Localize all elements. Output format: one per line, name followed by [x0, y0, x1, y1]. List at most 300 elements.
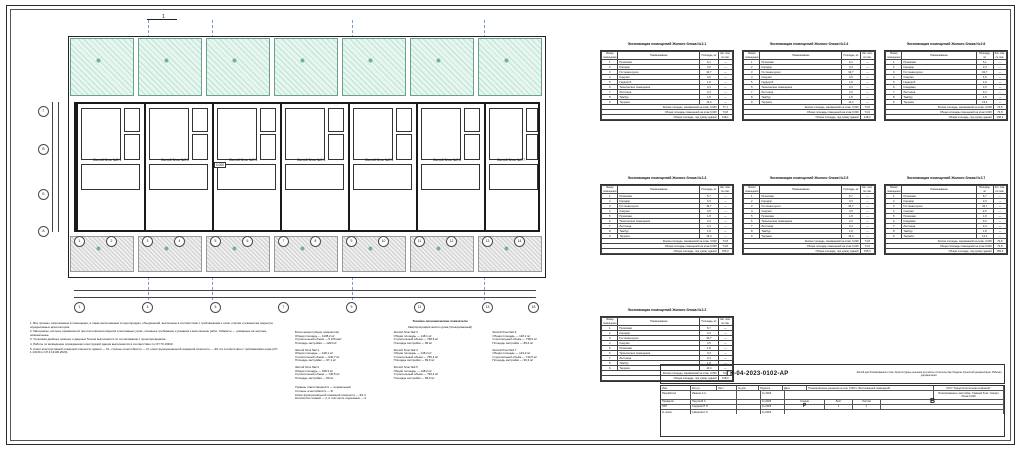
- cell-area: 3,3: [842, 85, 860, 90]
- cell-num: 4: [602, 341, 618, 346]
- cell-area: 13,4: [976, 234, 993, 239]
- tb-spacer4: [785, 410, 1004, 414]
- unit-label: Жилой блок №2.4: [296, 158, 326, 162]
- axis-bubble-h-2: 2: [106, 236, 117, 247]
- tree-icon: [162, 244, 171, 253]
- tech-row: Строительный объём — 738,6 м³: [393, 337, 439, 342]
- cell-cat: —: [718, 60, 732, 65]
- cell-cat: —: [718, 214, 732, 219]
- total-label: Общая площадь помещений на этаж 0,000: [744, 244, 861, 249]
- cell-area: 32,7: [842, 70, 860, 75]
- cell-name: Лестница: [760, 90, 842, 95]
- cell-name: Коридор: [902, 65, 976, 70]
- cell-num: 5: [744, 80, 760, 85]
- tech-subtitle: Квартирография жилого дома (блокированный): [408, 324, 472, 329]
- cell-cat: —: [718, 356, 732, 361]
- tech-group-name: Жилой блок №2.2: [295, 364, 320, 369]
- axis-bubble-h-1: 1: [74, 236, 85, 247]
- unit-label: Жилой блок №2.7: [496, 158, 526, 162]
- cell-cat: —: [860, 95, 874, 100]
- tech-row: Строительный объём — 740,5 м³: [295, 372, 340, 377]
- cell-num: 3: [886, 70, 902, 75]
- cell-num: 4: [602, 209, 618, 214]
- cell-area: 5,7: [700, 326, 718, 331]
- green-zone: [274, 38, 338, 96]
- tech-group-name: Жилой блок №2.6: [492, 330, 517, 335]
- cell-name: Тамбур: [760, 95, 842, 100]
- spec-header-cat: Кат. пом. по пож.: [718, 318, 732, 326]
- tree-icon: [162, 56, 171, 65]
- tb-spacer2: [881, 400, 1004, 404]
- spec-header-num: Номер помещения: [603, 52, 617, 59]
- room-hall: [489, 164, 538, 190]
- tb-sign: [737, 405, 761, 409]
- tech-group-name: Жилой блок №2.4: [393, 347, 418, 352]
- total-value: 74,9: [860, 110, 874, 115]
- axis-bubble-b-5: 9: [346, 302, 357, 313]
- total-value: 74,8: [993, 105, 1006, 110]
- total-label: Общая площадь, под сумму зданий: [602, 249, 719, 254]
- cell-cat: —: [718, 194, 732, 199]
- spec-header-area: Площадь, м²: [976, 52, 993, 60]
- cell-cat: —: [860, 100, 874, 105]
- tb-date: 11.2023: [761, 391, 785, 398]
- cell-cat: —: [993, 75, 1006, 80]
- cell-name: Прихожая: [618, 346, 700, 351]
- cell-name: Коридор: [618, 65, 700, 70]
- cell-cat: —: [718, 80, 732, 85]
- axis-bubble-b-7: 13: [482, 302, 493, 313]
- cell-num: 5: [744, 214, 760, 219]
- cell-num: 7: [744, 90, 760, 95]
- cell-cat: —: [718, 219, 732, 224]
- total-value: 74,8: [993, 239, 1006, 244]
- cell-num: 6: [744, 219, 760, 224]
- spec-table-2: [742, 50, 876, 121]
- tree-icon: [366, 56, 375, 65]
- total-value: 138,0: [718, 376, 732, 381]
- cell-cat: —: [993, 95, 1006, 100]
- tech-group-name: Блок-секции (общие показатели): [295, 330, 340, 335]
- cell-num: 1: [602, 326, 618, 331]
- cell-name: Коридор: [902, 199, 976, 204]
- axis-bubble-h-7: 7: [278, 236, 289, 247]
- cell-cat: —: [860, 60, 874, 65]
- unit-block-6: [416, 104, 482, 230]
- total-value: 148,2: [860, 115, 874, 120]
- cell-num: 5: [602, 346, 618, 351]
- total-label: Общая площадь, под сумму зданий: [744, 115, 861, 120]
- cell-area: 4,5: [842, 209, 860, 214]
- tech-group: [295, 331, 388, 345]
- room-stair: [396, 134, 412, 160]
- unit-block-7: [484, 104, 540, 230]
- cell-name: Коридор: [760, 65, 842, 70]
- cell-area: 32,7: [700, 204, 718, 209]
- axis-bubble-b-3: 5: [210, 302, 221, 313]
- cell-cat: —: [718, 199, 732, 204]
- cell-cat: —: [993, 224, 1006, 229]
- cell-num: 8: [602, 229, 618, 234]
- tech-footer-line: Степень огнестойкости — III: [295, 388, 334, 393]
- cell-area: 6,1: [700, 60, 718, 65]
- spec-table-1: [600, 50, 734, 121]
- cell-cat: —: [993, 60, 1006, 65]
- total-label: Общая площадь, под сумму зданий: [886, 249, 994, 254]
- tb-sign: [737, 391, 761, 398]
- cell-num: 8: [886, 229, 902, 234]
- cell-num: 3: [744, 204, 760, 209]
- dimension-line-left: [58, 102, 59, 232]
- room-living-kitchen: [353, 108, 393, 160]
- room-bathroom: [260, 108, 276, 132]
- cell-area: 13,4: [700, 100, 718, 105]
- note-line: 2. Материалы, которые применяются при изготовлении изделия в монтажных узлах, основные требования и указания к выполнению работ. Габариты — указанные на чертеже, номинальные.: [30, 329, 268, 337]
- total-value: 148,1: [718, 115, 732, 120]
- tech-row: Строительный объём — 940,7 м³: [295, 354, 340, 359]
- room-stair: [192, 134, 208, 160]
- room-bathroom: [124, 108, 140, 132]
- cell-name: Терраса: [760, 234, 842, 239]
- cell-name: Тамбур: [618, 361, 700, 366]
- total-label: Общая площадь, под сумму зданий: [602, 376, 719, 381]
- cell-cat: —: [718, 209, 732, 214]
- cell-name: Терраса: [618, 366, 700, 371]
- cell-num: 9: [602, 100, 618, 105]
- cell-cat: —: [718, 90, 732, 95]
- cell-cat: —: [718, 234, 732, 239]
- tb-col-date: Дата: [783, 386, 807, 390]
- general-notes: [30, 322, 280, 356]
- cell-cat: —: [860, 229, 874, 234]
- cell-name: Лестница: [618, 224, 700, 229]
- cell-cat: —: [860, 209, 874, 214]
- axis-bubble-b-8: 15: [528, 302, 539, 313]
- axis-bubble-v-4: А: [38, 226, 49, 237]
- cell-cat: —: [860, 199, 874, 204]
- dimension-line-bottom-2: [74, 290, 536, 291]
- tb-role: Н. контр.: [661, 410, 691, 414]
- cell-num: 9: [744, 100, 760, 105]
- cell-area: 1,8: [700, 229, 718, 234]
- tb-sheets-label: Листов: [853, 400, 881, 404]
- axis-bubble-b-1: 1: [74, 302, 85, 313]
- floor-plan: [22, 14, 582, 314]
- room-hall: [353, 164, 412, 190]
- table-total-row: [602, 115, 733, 120]
- cell-name: Прихожая: [902, 194, 976, 199]
- tech-row: Общая площадь — 148,1 м²: [295, 351, 333, 356]
- tech-row: Площадь застройки — 89,6 м²: [393, 358, 435, 363]
- room-stair: [464, 134, 480, 160]
- cell-num: 4: [602, 75, 618, 80]
- tech-row: Площадь застройки — 89 м²: [393, 340, 432, 345]
- total-label: Общая площадь, под сумму зданий: [744, 249, 861, 254]
- spec-title-3: Экспликация помещений Жилого блока №2.6: [906, 42, 986, 46]
- cell-area: 4,5: [976, 209, 993, 214]
- tech-row: Строительный объём — 740,5 м³: [492, 354, 537, 359]
- cell-name: Тамбур: [618, 229, 700, 234]
- spec-header-area: Площадь, м²: [700, 186, 718, 194]
- axis-bubble-h-9: 9: [346, 236, 357, 247]
- cell-name: Гостиная-кухня: [760, 70, 842, 75]
- cell-name: Кладовая: [902, 219, 976, 224]
- total-value: 155,0: [860, 249, 874, 254]
- tech-group-name: Жилой блок №2.5: [393, 364, 418, 369]
- cell-name: Прихожая: [618, 214, 700, 219]
- cell-num: 8: [602, 95, 618, 100]
- cell-name: Лестница: [618, 356, 700, 361]
- cell-name: Техническое помещение: [618, 219, 700, 224]
- cell-num: 7: [602, 356, 618, 361]
- total-value: 74,8: [993, 110, 1006, 115]
- cell-name: Терраса: [902, 100, 976, 105]
- tech-group: [295, 366, 388, 380]
- tech-group: [394, 331, 487, 345]
- tb-sheet-value: 1: [825, 405, 853, 409]
- total-value: 155,0: [718, 249, 732, 254]
- cell-num: 8: [886, 95, 902, 100]
- cell-name: Гостиная-кухня: [618, 204, 700, 209]
- cell-cat: —: [860, 80, 874, 85]
- spec-header-num: Номер помещения: [603, 318, 617, 325]
- cell-area: 3,3: [842, 65, 860, 70]
- spec-header-cat: Кат. пом. по пож.: [718, 52, 732, 60]
- cell-num: 9: [886, 100, 902, 105]
- note-line: 3. Установка двойных оконных и дверных блоков выполняется по согласованию с проектировщиком.: [30, 337, 167, 342]
- room-stair: [526, 134, 538, 160]
- tech-footer-line: Уровень ответственности — нормальный: [295, 385, 351, 390]
- table-total-row: [886, 115, 1007, 120]
- cell-num: 3: [886, 204, 902, 209]
- cell-area: 3,3: [700, 351, 718, 356]
- cell-area: 3,4: [976, 90, 993, 95]
- axis-bubble-b-4: 7: [278, 302, 289, 313]
- cell-cat: —: [993, 209, 1006, 214]
- cell-cat: —: [718, 361, 732, 366]
- cell-name: Терраса: [760, 100, 842, 105]
- total-value: 74,8: [718, 110, 732, 115]
- total-value: 148,1: [993, 115, 1006, 120]
- unit-block-4: [280, 104, 346, 230]
- total-label: Общая площадь помещений на этаж 0,000: [886, 110, 994, 115]
- total-value: 74,8: [993, 244, 1006, 249]
- tree-icon: [502, 56, 511, 65]
- tb-col-doc: № док: [737, 386, 759, 390]
- cell-cat: —: [718, 70, 732, 75]
- tech-row: Строительный объём — 739,4 м³: [393, 372, 439, 377]
- cell-cat: —: [860, 224, 874, 229]
- cell-num: 2: [602, 199, 618, 204]
- axis-bubble-b-6: 11: [414, 302, 425, 313]
- room-stair: [124, 134, 140, 160]
- cell-cat: —: [860, 70, 874, 75]
- spec-table-5: [742, 184, 876, 255]
- spec-header-cat: Кат. пом. по пож.: [994, 186, 1005, 193]
- cell-area: 3,3: [976, 199, 993, 204]
- cell-name: Тамбур: [618, 95, 700, 100]
- tb-role: ГИП: [661, 405, 691, 409]
- room-living-kitchen: [217, 108, 257, 160]
- spec-header-num: Номер помещения: [603, 186, 617, 193]
- cell-name: Терраса: [618, 100, 700, 105]
- tb-role: Проверил: [661, 400, 691, 404]
- total-value: 74,8: [718, 244, 732, 249]
- cell-num: 9: [886, 234, 902, 239]
- cell-cat: —: [718, 346, 732, 351]
- tb-person: Сидоров П.П.: [691, 405, 737, 409]
- cell-area: 3,0: [700, 65, 718, 70]
- cell-cat: —: [718, 65, 732, 70]
- room-bathroom: [526, 108, 538, 132]
- cell-num: 1: [886, 60, 902, 65]
- cell-cat: —: [860, 90, 874, 95]
- cell-num: 2: [744, 199, 760, 204]
- cell-area: 4,5: [700, 75, 718, 80]
- cell-cat: —: [860, 85, 874, 90]
- cell-cat: —: [860, 214, 874, 219]
- cell-num: 2: [602, 65, 618, 70]
- tech-group-name: Жилой блок №2.3: [393, 330, 418, 335]
- tb-date: 11.2023: [761, 405, 785, 409]
- tech-row: Площадь застройки — 89 м²: [295, 375, 334, 380]
- total-value: 74,9: [860, 244, 874, 249]
- cell-name: Прихожая: [902, 60, 976, 65]
- room-bathroom: [464, 108, 480, 132]
- cell-num: 7: [886, 90, 902, 95]
- cell-num: 5: [886, 80, 902, 85]
- cell-area: 32,7: [700, 336, 718, 341]
- cell-area: 3,3: [976, 219, 993, 224]
- cell-area: 3,4: [700, 90, 718, 95]
- cell-area: 32,7: [976, 204, 993, 209]
- cell-area: 13,4: [976, 100, 993, 105]
- cell-cat: —: [993, 65, 1006, 70]
- tree-icon: [434, 244, 443, 253]
- total-label: Жилая площадь, занимаемой на этаж, 0,000: [602, 371, 719, 376]
- cell-area: 1,8: [700, 346, 718, 351]
- tech-row: Строительный объём — 5 125 мм³: [295, 337, 342, 342]
- spec-header-name: Наименование: [902, 52, 976, 60]
- axis-bubble-v-1: Г: [38, 106, 49, 117]
- tech-row: Площадь застройки — 97,1 м²: [295, 358, 336, 363]
- spec-title-6: Экспликация помещений Жилого блока №2.7: [906, 176, 986, 180]
- tech-row: Общая площадь — 198,3 м²: [295, 368, 333, 373]
- cell-cat: —: [860, 65, 874, 70]
- cell-area: 1,8: [842, 214, 860, 219]
- tech-row: Площадь застройки — 90,3 м²: [492, 358, 534, 363]
- cell-area: 3,4: [976, 224, 993, 229]
- tb-sheet-title: Планировочные решения на отм. 0,000 с Экспликацией помещений: [807, 386, 934, 390]
- cell-num: 6: [744, 85, 760, 90]
- tree-icon: [298, 244, 307, 253]
- tech-group: [394, 366, 487, 380]
- cell-area: 1,8: [976, 80, 993, 85]
- table-total-row: [602, 249, 733, 254]
- tb-spacer3: [881, 405, 1004, 409]
- green-zone: [410, 38, 474, 96]
- cell-area: 3,4: [842, 90, 860, 95]
- total-label: Общая площадь помещений на этаж 0,000: [886, 244, 994, 249]
- total-label: Общая площадь, под сумму зданий: [886, 115, 994, 120]
- axis-bubble-h-11: 11: [414, 236, 425, 247]
- cell-name: Санузел: [760, 75, 842, 80]
- level-mark: 0,000: [216, 163, 224, 167]
- axis-bubble-h-8: 8: [310, 236, 321, 247]
- cell-num: 5: [886, 214, 902, 219]
- cell-cat: —: [993, 214, 1006, 219]
- tb-col-sign: Подпись: [759, 386, 783, 390]
- cell-area: 1,8: [976, 214, 993, 219]
- axis-bubble-h-6: 6: [242, 236, 253, 247]
- tree-icon: [230, 244, 239, 253]
- room-bathroom: [328, 108, 344, 132]
- cell-num: 6: [886, 219, 902, 224]
- room-living-kitchen: [81, 108, 121, 160]
- table-total-row: [744, 115, 875, 120]
- tech-row: Строительный объём — 759,4 м³: [393, 354, 439, 359]
- cell-area: 1,8: [842, 95, 860, 100]
- technical-indicators: [295, 320, 585, 401]
- cell-name: Гостиная-кухня: [760, 204, 842, 209]
- unit-label: Жилой блок №2.2: [160, 158, 190, 162]
- cell-num: 9: [602, 366, 618, 371]
- tb-sheet-label: Лист: [825, 400, 853, 404]
- cell-num: 2: [886, 199, 902, 204]
- room-living-kitchen: [149, 108, 189, 160]
- total-label: Общая площадь помещений на этаж 0,000: [602, 244, 719, 249]
- tech-group: [394, 349, 487, 363]
- spec-table-4: [600, 184, 734, 255]
- cell-name: Гостиная-кухня: [902, 204, 976, 209]
- spec-header-num: Номер помещения: [887, 52, 901, 59]
- cell-num: 6: [602, 219, 618, 224]
- cell-cat: —: [718, 224, 732, 229]
- cell-area: 3,3: [700, 219, 718, 224]
- tech-group-name: Жилой блок №2.1: [295, 347, 320, 352]
- cell-cat: —: [718, 326, 732, 331]
- cell-area: 3,4: [700, 356, 718, 361]
- unit-label: Жилой блок №2.5: [364, 158, 394, 162]
- tb-role: Разработал: [661, 391, 691, 398]
- project-code: ГК-04-2023-0102-АР: [726, 371, 789, 377]
- cell-name: Прихожая: [760, 60, 842, 65]
- total-value: 74,8: [718, 371, 732, 376]
- cell-cat: —: [718, 366, 732, 371]
- tb-stage-value: Р: [785, 405, 825, 409]
- total-label: Жилая площадь, занимаемой на этаж, 0,000: [744, 105, 861, 110]
- tech-group-name: Жилой блок №2.7: [492, 347, 517, 352]
- axis-bubble-h-4: 4: [174, 236, 185, 247]
- room-living-kitchen: [489, 108, 523, 160]
- cell-cat: —: [993, 85, 1006, 90]
- tech-row: Общая площадь — 148,1 м²: [492, 333, 531, 338]
- spec-header-name: Наименование: [618, 186, 700, 194]
- cell-num: 3: [744, 70, 760, 75]
- cell-num: 2: [744, 65, 760, 70]
- spec-header-area: Площадь, м²: [700, 318, 718, 326]
- cell-num: 1: [744, 60, 760, 65]
- cell-cat: —: [993, 229, 1006, 234]
- cell-name: Санузел: [760, 209, 842, 214]
- tech-row: Площадь застройки — 1204 м²: [295, 340, 337, 345]
- tb-person: Петров В.С.: [691, 400, 737, 404]
- axis-bubble-h-13: 13: [482, 236, 493, 247]
- cell-name: Гостиная-кухня: [618, 70, 700, 75]
- total-value: 74,8: [718, 239, 732, 244]
- cell-name: Техническое помещение: [760, 85, 842, 90]
- cell-name: Гостиная-кухня: [902, 70, 976, 75]
